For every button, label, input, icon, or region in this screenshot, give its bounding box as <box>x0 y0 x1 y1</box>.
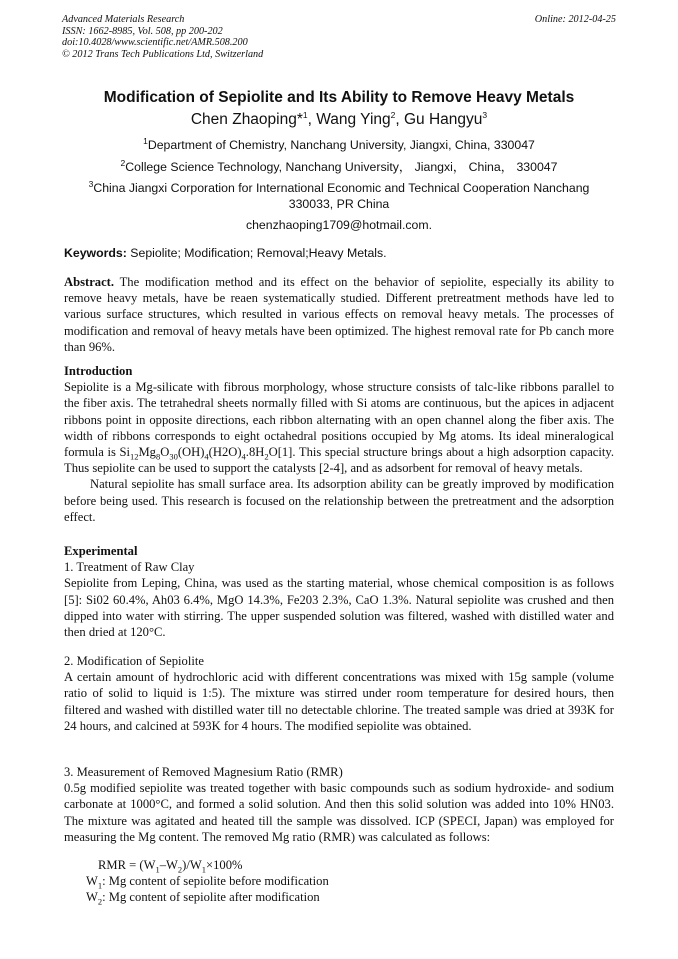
intro-p1-text-a: Sepiolite is a Mg-silicate with fibrous morphology, whose structure consists of talc-like ribbons parallel to the fiber axis. The tetrahedral sheets normally filled with Si atoms are continuous, but the apices in adjacent ribbons point in opposite directions, each ribbon alternating with an open channel along the fiber axis. The width of ribbons corresponds to eight octahedral positions occupied by Mg atoms. Its ideal mineralogical formula is Si <box>64 380 614 460</box>
subsection-3-text: 0.5g modified sepiolite was treated together with basic compounds such as sodium hydroxide- and sodium carbonate at 1000°C, and formed a solid solution. And then this solid solution was added into 10% HN03. The mixture was agitated and heated till the sample was dissolved. ICP (SPECI, Japan) was employed for measuring the Mg content. The removed Mg ratio (RMR) was calculated as follows: <box>64 781 614 844</box>
w1-subscript: 1 <box>97 880 103 891</box>
author-1-affil: 1 <box>302 109 308 120</box>
formula-h2o: (H2O) <box>208 445 242 460</box>
subsection-3 <box>64 764 614 845</box>
w2-subscript: 2 <box>97 896 103 907</box>
author-email: chenzhaoping1709@hotmail.com. <box>245 218 433 232</box>
formula-sub-3: 1 <box>201 864 207 875</box>
author-list <box>0 111 678 129</box>
formula-oh: (OH) <box>177 445 205 460</box>
author-1: Chen Zhaoping* <box>190 111 303 128</box>
formula-sub-oh: 4 <box>204 451 209 462</box>
introduction-heading: Introduction <box>64 364 133 378</box>
affiliation-3-text: China Jiangxi Corporation for International Economic and Technical Cooperation Nanchang 330033, PR China <box>93 181 590 211</box>
subsection-2-title: 2. Modification of Sepiolite <box>64 654 204 668</box>
w2-symbol: W <box>86 890 98 904</box>
abstract <box>64 274 614 355</box>
experimental-heading: Experimental <box>64 544 138 558</box>
author-3-affil: 3 <box>482 109 488 120</box>
affiliation-3 <box>80 178 598 212</box>
affiliation-1-number: 1 <box>143 135 148 146</box>
subsection-1-text: Sepiolite from Leping, China, was used as the starting material, whose chemical composition is as follows [5]: Si02 60.4%, Ah03 6.4%, MgO 14.3%, Fe203 2.3%, CaO 1.3%. Natural sepiolite was crushed and then dipped into water with stirring. The upper suspended solution was filtered, washed with distilled water and then dried at 120°C. <box>64 576 614 640</box>
introduction-section <box>64 363 614 525</box>
author-3: , Gu Hangyu <box>395 111 483 128</box>
author-2: , Wang Ying <box>307 111 391 128</box>
formula-part-c: )/W <box>182 858 202 872</box>
formula-sub-1: 1 <box>155 864 160 875</box>
introduction-paragraph-1 <box>64 379 614 476</box>
journal-header <box>62 14 618 60</box>
subsection-2 <box>64 653 614 734</box>
affiliation-2 <box>80 157 598 176</box>
affiliation-1 <box>80 135 598 154</box>
w1-text: : Mg content of sepiolite before modification <box>102 874 329 888</box>
affiliation-1-text: Department of Chemistry, Nanchang University, Jiangxi, China, 330047 <box>147 138 535 152</box>
journal-name: Advanced Materials Research <box>62 14 185 25</box>
journal-issn: ISSN: 1662-8985, Vol. 508, pp 200-202 <box>62 25 223 37</box>
rmr-formula <box>98 857 243 873</box>
keywords-label: Keywords: <box>64 246 127 260</box>
experimental-section <box>64 543 614 640</box>
formula-o: O <box>160 445 170 460</box>
formula-sub-2: 2 <box>177 864 183 875</box>
keywords-text: Sepiolite; Modification; Removal;Heavy Metals. <box>126 246 387 260</box>
subsection-2-text: A certain amount of hydrochloric acid with different concentrations was mixed with 15g sample (volume ratio of solid to liquid is 1:5). The mixture was stirred under room temperature for desired hours, then filtered and washed with distilled water till no detectable chlorine. The treated sample was dried at 393K for 24 hours, and calcined at 593K for 4 hours. The modified sepiolite was obtained. <box>64 670 614 733</box>
affiliation-2-number: 2 <box>120 157 126 168</box>
formula-8h: .8H <box>245 445 265 460</box>
subsection-3-title: 3. Measurement of Removed Magnesium Ratio (RMR) <box>64 765 343 779</box>
formula-sub-si: 12 <box>129 451 139 462</box>
keywords <box>64 246 614 260</box>
formula-sub-8h: 2 <box>264 451 269 462</box>
formula-mg: Mg <box>138 445 156 460</box>
journal-doi: doi:10.4028/www.scientific.net/AMR.508.200 <box>62 37 248 49</box>
formula-part-a: RMR = (W <box>98 858 156 872</box>
formula-part-d: ×100% <box>206 858 243 872</box>
paper-title: Modification of Sepiolite and Its Ability to Remove Heavy Metals <box>103 89 575 106</box>
abstract-text: The modification method and its effect on the behavior of sepiolite, especially its ability to remove heavy metals, have be reaen systematically studied. Different pretreatment methods have led to various surface structures, which resulted in various effects on removal heavy metals. The processes of modification and removal of heavy metals have been optimized. The highest removal rate for Pb canch more than 96%. <box>64 275 614 354</box>
journal-copyright: © 2012 Trans Tech Publications Ltd, Switzerland <box>62 48 264 60</box>
subsection-1-title: 1. Treatment of Raw Clay <box>64 560 195 575</box>
formula-sub-o: 30 <box>169 451 178 462</box>
formula-sub-h2o: 4 <box>241 451 246 462</box>
w1-symbol: W <box>86 874 98 888</box>
author-2-affil: 2 <box>390 109 396 120</box>
abstract-label: Abstract. <box>64 275 115 289</box>
affiliation-2-text: College Science Technology, Nanchang University， Jiangxi， China， 330047 <box>125 160 558 174</box>
intro-p1-text-b: O[1]. This special structure brings about a high adsorption capacity. Thus sepiolite can be used to support the catalysts [2-4], and as adsorbent for removal of heavy metals. <box>64 445 614 476</box>
formula-sub-mg: 8 <box>155 451 161 462</box>
w2-text: : Mg content of sepiolite after modification <box>102 890 320 904</box>
w2-definition <box>86 889 320 905</box>
online-date: Online: 2012-04-25 <box>534 14 616 25</box>
affiliation-3-number: 3 <box>88 178 94 189</box>
introduction-paragraph-2: Natural sepiolite has small surface area. Its adsorption ability can be greatly improved by modification before being used. This research is focused on the relationship between the pretreatment and the adsorption effect. <box>64 477 614 524</box>
w1-definition <box>86 873 329 889</box>
formula-part-b: –W <box>159 858 178 872</box>
